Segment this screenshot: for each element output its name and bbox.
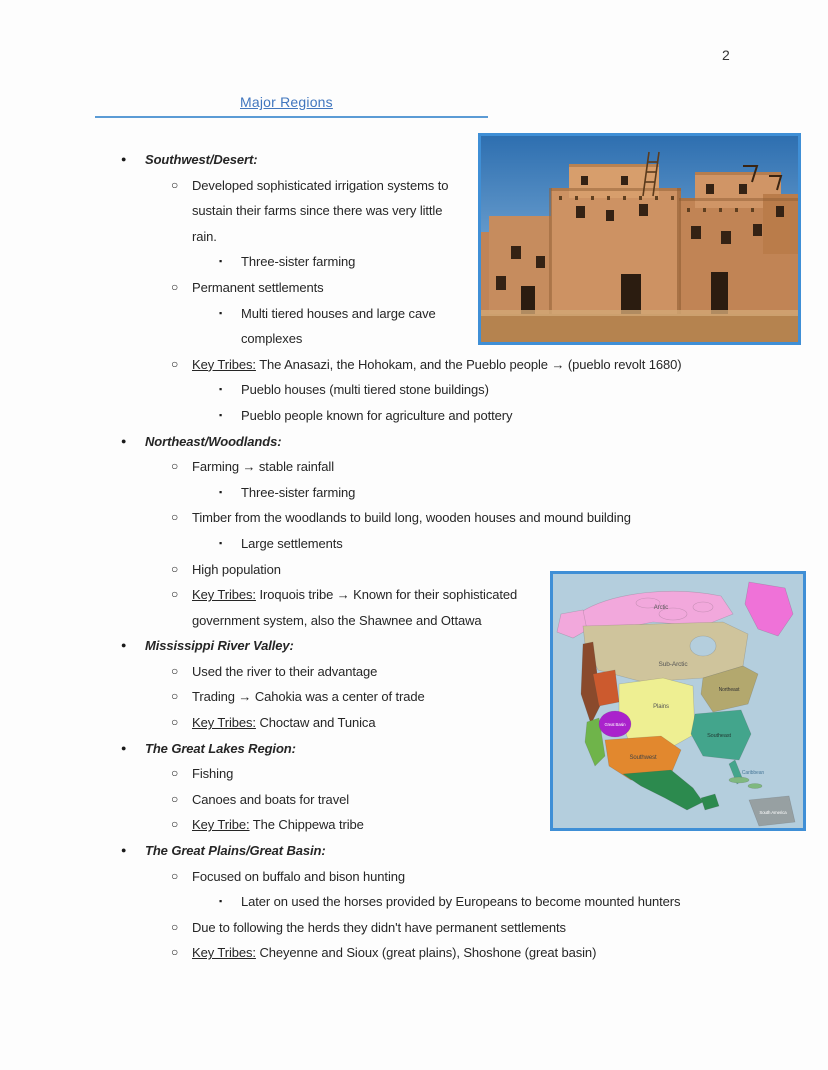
note-text: Canoes and boats for travel [192, 791, 350, 807]
note-line [95, 403, 801, 429]
note-text: Large settlements [241, 535, 343, 551]
note-text: Later on used the horses provided by Europeans to become mounted hunters [241, 894, 681, 910]
note-text: Multi tiered houses and large cave complexes [241, 305, 436, 347]
note-text: Due to following the herds they didn't have permanent settlements [192, 919, 566, 935]
bullet-square-icon: ▪ [219, 896, 223, 907]
region-heading [95, 147, 801, 173]
label-south-america: South America [759, 809, 787, 815]
bullet-disc-icon: ● [121, 640, 127, 651]
key-tribes-label: Key Tribes: [192, 587, 256, 603]
region-title: The Great Plains/Great Basin: [145, 843, 326, 859]
bullet-square-icon: ▪ [219, 537, 223, 548]
note-line [95, 915, 801, 941]
note-text: Timber from the woodlands to build long, wooden houses and mound building [192, 510, 631, 526]
note-line [95, 505, 801, 531]
bullet-circle-icon: ○ [171, 766, 179, 781]
region-heading [95, 736, 801, 762]
key-tribes-label: Key Tribes: [192, 356, 256, 372]
label-plains: Plains [653, 703, 669, 710]
note-text: Iroquois tribe → Known for their sophisticated government system, also the Shawnee and Ottawa [192, 587, 518, 628]
note-text: Pueblo houses (multi tiered stone buildings) [241, 382, 489, 398]
region-heading [95, 633, 801, 659]
note-text: Cheyenne and Sioux (great plains), Shoshone (great basin) [255, 945, 597, 961]
bullet-circle-icon: ○ [171, 510, 179, 525]
bullet-circle-icon: ○ [171, 587, 179, 602]
bullet-circle-icon: ○ [171, 459, 179, 474]
note-text: The Chippewa tribe [249, 817, 364, 833]
notes-list [95, 147, 801, 966]
label-northeast: Northeast [718, 686, 740, 693]
bullet-square-icon: ▪ [219, 486, 223, 497]
label-great-basin: Great Basin [604, 721, 626, 727]
bullet-square-icon: ▪ [219, 307, 223, 318]
note-text: Three-sister farming [241, 484, 356, 500]
bullet-circle-icon: ○ [171, 817, 179, 832]
note-line [95, 454, 801, 480]
bullet-circle-icon: ○ [171, 177, 179, 192]
key-tribes-label: Key Tribes: [192, 945, 256, 961]
note-line [95, 249, 801, 275]
label-caribbean: Caribbean [741, 769, 765, 776]
bullet-circle-icon: ○ [171, 945, 179, 960]
bullet-circle-icon: ○ [171, 663, 179, 678]
label-southeast: Southeast [707, 732, 731, 739]
bullet-circle-icon: ○ [171, 279, 179, 294]
note-line [95, 531, 801, 557]
note-text: Trading → Cahokia was a center of trade [192, 689, 425, 705]
region-title: Southwest/Desert: [145, 152, 258, 167]
note-line [95, 864, 801, 890]
page-number: 2 [722, 47, 730, 63]
note-text: High population [192, 561, 281, 577]
heading-rule [95, 94, 488, 118]
region-title: Northeast/Woodlands: [145, 433, 282, 449]
document-body [95, 130, 801, 966]
note-line [95, 787, 801, 813]
note-text: The Anasazi, the Hohokam, and the Pueblo people → (pueblo revolt 1680) [255, 356, 682, 372]
note-line [95, 301, 801, 352]
note-line [95, 352, 801, 378]
bullet-disc-icon: ● [121, 742, 127, 753]
label-southwest: Southwest [629, 754, 657, 761]
bullet-square-icon: ▪ [219, 409, 223, 420]
note-text: Focused on buffalo and bison hunting [192, 868, 405, 884]
note-line [95, 940, 801, 966]
note-text: Farming → stable rainfall [192, 459, 334, 475]
bullet-disc-icon: ● [121, 435, 127, 446]
note-text: Fishing [192, 766, 234, 782]
note-text: Pueblo people known for agriculture and pottery [241, 407, 513, 423]
note-line [95, 889, 801, 915]
bullet-square-icon: ▪ [219, 256, 223, 267]
note-text: Permanent settlements [192, 279, 324, 295]
bullet-circle-icon: ○ [171, 868, 179, 883]
bullet-square-icon: ▪ [219, 384, 223, 395]
note-line [95, 377, 801, 403]
bullet-circle-icon: ○ [171, 356, 179, 371]
note-line [95, 557, 801, 583]
bullet-circle-icon: ○ [171, 561, 179, 576]
note-line [95, 761, 801, 787]
bullet-circle-icon: ○ [171, 715, 179, 730]
note-text: Three-sister farming [241, 254, 356, 270]
bullet-disc-icon: ● [121, 154, 127, 164]
region-title: Mississippi River Valley: [145, 638, 294, 654]
note-line [95, 659, 801, 685]
note-line [95, 173, 801, 250]
note-text: Choctaw and Tunica [255, 715, 376, 731]
region-title: The Great Lakes Region: [145, 740, 296, 756]
note-line [95, 684, 801, 710]
note-text: Developed sophisticated irrigation systems to sustain their farms since there was very little rain. [192, 177, 449, 244]
key-tribes-label: Key Tribes: [192, 715, 256, 731]
note-line [95, 275, 801, 301]
key-tribes-label: Key Tribe: [192, 817, 250, 833]
note-line [95, 480, 801, 506]
bullet-circle-icon: ○ [171, 791, 179, 806]
region-heading [95, 838, 801, 864]
region-heading [95, 429, 801, 455]
note-text: Used the river to their advantage [192, 663, 378, 679]
label-subarctic: Sub-Arctic [658, 660, 688, 668]
page-title: Major Regions [240, 94, 333, 110]
bullet-circle-icon: ○ [171, 689, 179, 704]
label-arctic: Arctic [653, 604, 669, 611]
note-line [95, 582, 801, 633]
note-line [95, 710, 801, 736]
bullet-disc-icon: ● [121, 845, 127, 856]
bullet-circle-icon: ○ [171, 919, 179, 934]
note-line [95, 809, 801, 838]
